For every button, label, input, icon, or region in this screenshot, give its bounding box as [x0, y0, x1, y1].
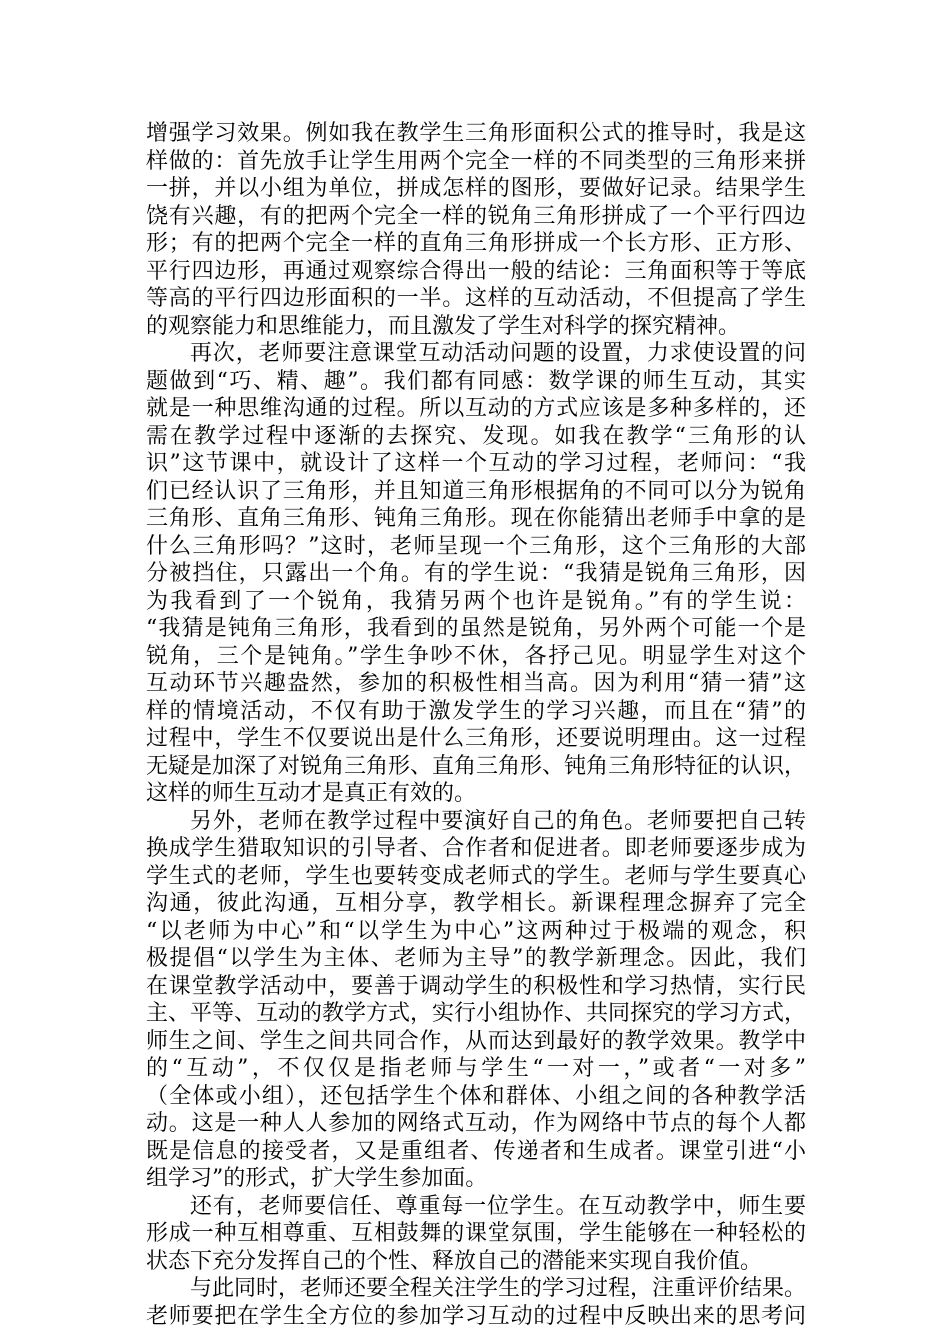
text-line: 题做到“巧、精、趣”。我们都有同感：数学课的师生互动，其实: [146, 368, 806, 394]
text-line: 还有，老师要信任、尊重每一位学生。在互动教学中，师生要: [190, 1193, 806, 1219]
text-line: 形；有的把两个完全一样的直角三角形拼成一个长方形、正方形、: [146, 231, 806, 256]
text-line: 锐角，三个是钝角。”学生争吵不休，各抒己见。明显学生对这个: [146, 643, 806, 669]
text-line: 平行四边形，再通过观察综合得出一般的结论：三角面积等于等底: [146, 258, 806, 284]
text-line: 增强学习效果。例如我在教学生三角形面积公式的推导时，我是这: [146, 121, 806, 146]
text-line: 样的情境活动，不仅有助于激发学生的学习兴趣，而且在“猜”的: [146, 698, 806, 724]
text-line: 在课堂教学活动中，要善于调动学生的积极性和学习热情，实行民: [146, 973, 806, 999]
text-line: 的观察能力和思维能力，而且激发了学生对科学的探究精神。: [146, 313, 741, 339]
text-line: 极提倡“以学生为主体、老师为主导”的教学新理念。因此，我们: [146, 946, 806, 971]
paragraph-p3: [146, 808, 806, 1193]
text-line: 们已经认识了三角形，并且知道三角形根据角的不同可以分为锐角: [146, 478, 806, 504]
document-page: [146, 120, 806, 1330]
text-line: 等高的平行四边形面积的一半。这样的互动活动，不但提高了学生: [146, 286, 806, 311]
text-line: 这样的师生互动才是真正有效的。: [146, 781, 477, 806]
text-line: 师生之间、学生之间共同合作，从而达到最好的教学效果。教学中: [146, 1028, 806, 1054]
text-line: 互动环节兴趣盎然，参加的积极性相当高。因为利用“猜一猜”这: [146, 671, 806, 696]
text-line: 动。这是一种人人参加的网络式互动，作为网络中节点的每个人都: [146, 1111, 806, 1136]
text-line: 再次，老师要注意课堂互动活动问题的设置，力求使设置的问: [190, 341, 806, 366]
text-line: “以老师为中心”和“以学生为中心”这两种过于极端的观念，积: [146, 918, 806, 944]
text-line: 组学习”的形式，扩大学生参加面。: [146, 1166, 488, 1191]
text-line: 沟通，彼此沟通，互相分享，教学相长。新课程理念摒弃了完全: [146, 891, 806, 916]
text-line: 既是信息的接受者，又是重组者、传递者和生成者。课堂引进“小: [146, 1138, 806, 1164]
text-line: “我猜是钝角三角形，我看到的虽然是锐角，另外两个可能一个是: [146, 616, 806, 641]
text-line: 无疑是加深了对锐角三角形、直角三角形、钝角三角形特征的认识，: [146, 753, 807, 779]
text-line: 一拼，并以小组为单位，拼成怎样的图形，要做好记录。结果学生: [146, 176, 806, 201]
text-line: 另外，老师在教学过程中要演好自己的角色。老师要把自己转: [190, 808, 806, 834]
text-line: 为我看到了一个锐角，我猜另两个也许是锐角。”有的学生说：: [146, 588, 806, 614]
text-line: 学生式的老师，学生也要转变成老师式的学生。老师与学生要真心: [146, 863, 806, 889]
text-line: 分被挡住，只露出一个角。有的学生说：“我猜是锐角三角形，因: [146, 561, 806, 586]
text-line: 的“互动”，不仅仅是指老师与学生“一对一，”或者“一对多”: [146, 1056, 806, 1081]
text-line: 就是一种思维沟通的过程。所以互动的方式应该是多种多样的，还: [146, 396, 806, 421]
text-line: 识”这节课中，就设计了这样一个互动的学习过程，老师问：“我: [146, 451, 806, 476]
text-line: 老师要把在学生全方位的参加学习互动的过程中反映出来的思考问: [146, 1303, 806, 1329]
text-line: 与此同时，老师还要全程关注学生的学习过程，注重评价结果。: [190, 1276, 807, 1301]
text-line: 主、平等、互动的教学方式，实行小组协作、共同探究的学习方式，: [146, 1001, 807, 1026]
text-line: 三角形、直角三角形、钝角三角形。现在你能猜出老师手中拿的是: [146, 506, 806, 531]
text-line: 形成一种互相尊重、互相鼓舞的课堂氛围，学生能够在一种轻松的: [146, 1221, 806, 1246]
text-line: 需在教学过程中逐渐的去探究、发现。如我在教学“三角形的认: [146, 423, 806, 449]
text-line: 饶有兴趣，有的把两个完全一样的锐角三角形拼成了一个平行四边: [146, 203, 806, 229]
text-line: 状态下充分发挥自己的个性、释放自己的潜能来实现自我价值。: [146, 1248, 763, 1274]
paragraph-p1: [146, 120, 806, 340]
paragraph-p2: [146, 340, 806, 808]
text-line: 样做的：首先放手让学生用两个完全一样的不同类型的三角形来拼: [146, 148, 806, 174]
text-line: 什么三角形吗？”这时，老师呈现一个三角形，这个三角形的大部: [146, 533, 806, 559]
text-line: 换成学生猎取知识的引导者、合作者和促进者。即老师要逐步成为: [146, 836, 806, 861]
paragraph-p5: [146, 1275, 806, 1330]
text-line: （全体或小组），还包括学生个体和群体、小组之间的各种教学活: [146, 1083, 806, 1109]
paragraph-p4: [146, 1193, 806, 1276]
text-line: 过程中，学生不仅要说出是什么三角形，还要说明理由。这一过程: [146, 726, 806, 751]
